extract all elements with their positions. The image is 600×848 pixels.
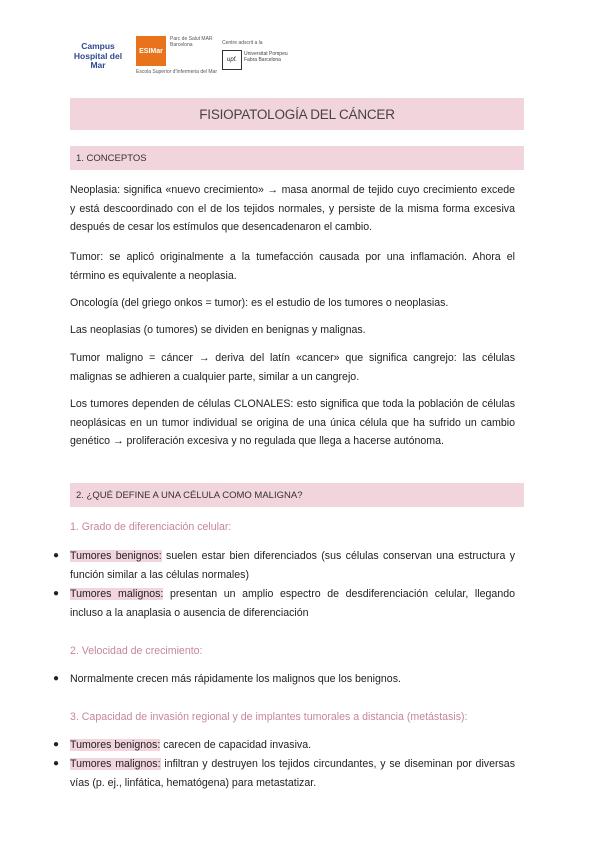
bullet-icon: ●	[53, 550, 60, 561]
bullet-icon: ●	[53, 588, 60, 599]
highlight-label: Tumores benignos:	[70, 550, 162, 562]
list-item	[53, 670, 515, 689]
paragraph-tumor-maligno: Tumor maligno = cáncer → deriva del latín «cancer» que significa cangrejo: las células malignas se adhieren a cualquier parte, similar a un cangrejo.	[70, 352, 515, 383]
page-title: FISIOPATOLOGÍA DEL CÁNCER	[70, 98, 524, 130]
subheading-velocidad: 2. Velocidad de crecimiento:	[70, 645, 203, 657]
highlight-label: Tumores malignos:	[70, 758, 161, 770]
upf-side-text: Universitat Pompeu Fabra Barcelona	[244, 51, 288, 63]
section-heading-conceptos: 1. CONCEPTOS	[70, 146, 524, 170]
paragraph-neoplasia: Neoplasia: significa «nuevo crecimiento» → masa anormal de tejido cuyo crecimiento excede y está descoordinado con el de los tejidos normales, y persiste de la misma forma excesiva después de cesar los estímulos que desencadenaron el cambio.	[70, 184, 515, 234]
upf-label: Centre adscrit a la	[222, 40, 263, 46]
esimar-subtitle: Escola Superior d'Infermeria del Mar	[136, 69, 217, 75]
list-item-text: suelen estar bien diferenciados (sus células conservan una estructura y función similar a las células normales)	[70, 550, 515, 581]
list-item-text: infiltran y destruyen los tejidos circundantes, y se diseminan por diversas vías (p. ej., linfática, hematógena) para metastatizar.	[70, 758, 515, 789]
bullet-icon: ●	[53, 758, 60, 769]
list-item	[53, 547, 515, 584]
list-item	[53, 755, 515, 792]
esimar-side-text: Parc de Salut MAR Barcelona	[170, 36, 213, 48]
bullet-icon: ●	[53, 739, 60, 750]
campus-logo: Campus Hospital del Mar	[73, 41, 123, 70]
list-item-text: Normalmente crecen más rápidamente los malignos que los benignos.	[70, 673, 401, 685]
upf-logo	[222, 40, 302, 80]
esimar-mark: ESIMar	[136, 36, 166, 66]
header-logos	[70, 36, 530, 86]
list-item-text: carecen de capacidad invasiva.	[160, 739, 312, 751]
paragraph-oncologia: Oncología (del griego onkos = tumor): es el estudio de los tumores o neoplasias.	[70, 297, 449, 309]
subheading-diferenciacion: 1. Grado de diferenciación celular:	[70, 521, 232, 533]
section-heading-celula-maligna: 2. ¿QUÉ DEFINE A UNA CÉLULA COMO MALIGNA?	[70, 483, 524, 507]
bullet-icon: ●	[53, 673, 60, 684]
highlight-label: Tumores benignos:	[70, 739, 161, 751]
list-item	[53, 736, 515, 755]
subheading-invasion: 3. Capacidad de invasión regional y de implantes tumorales a distancia (metástasis):	[70, 711, 468, 723]
upf-mark: upf.	[222, 50, 242, 70]
highlight-label: Tumores malignos:	[70, 588, 164, 600]
list-item	[53, 585, 515, 622]
paragraph-clonales: Los tumores dependen de células CLONALES: esto significa que toda la población de células neoplásicas en un tumor individual se origina de una única célula que ha sufrido un cambio genético → proliferación excesiva y no regulada que llega a hacerse autónoma.	[70, 398, 515, 448]
esimar-logo	[136, 36, 222, 82]
paragraph-clasificacion: Las neoplasias (o tumores) se dividen en benignas y malignas.	[70, 324, 366, 336]
paragraph-tumor: Tumor: se aplicó originalmente a la tumefacción causada por una inflamación. Ahora el término es equivalente a neoplasia.	[70, 251, 515, 282]
list-item-text: presentan un amplio espectro de desdiferenciación celular, llegando incluso a la anaplasia o ausencia de diferenciación	[70, 588, 515, 619]
